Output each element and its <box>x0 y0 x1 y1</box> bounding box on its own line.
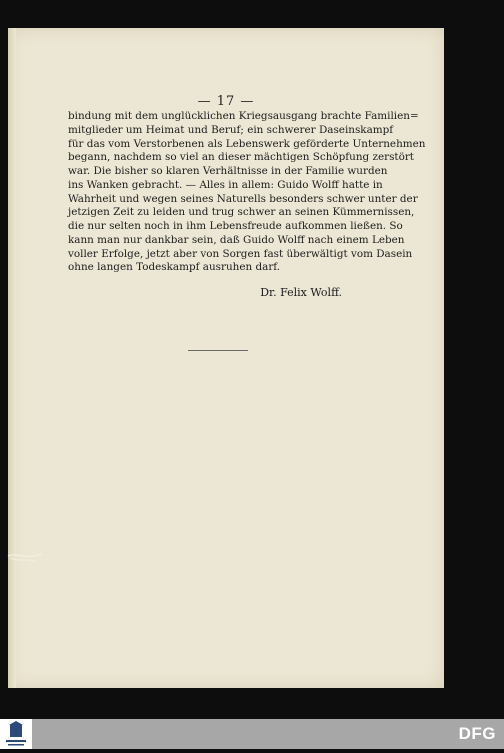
text-line: Wahrheit und wegen seines Naturells besonders schwer unter der <box>68 192 418 205</box>
text-line: bindung mit dem unglücklichen Kriegsausgang brachte Familien= <box>68 110 419 122</box>
library-logo-icon <box>0 719 32 749</box>
body-text <box>68 110 426 275</box>
text-line: begann, nachdem so viel an dieser mächtigen Schöpfung zerstört <box>68 151 414 164</box>
document-page <box>8 28 444 688</box>
text-line: die nur selten noch in ihm Lebensfreude aufkommen ließen. So <box>68 220 403 232</box>
text-line: jetzigen Zeit zu leiden und trug schwer an seinen Kümmernissen, <box>68 206 415 219</box>
text-line: für das vom Verstorbenen als Lebenswerk geförderte Unternehmen <box>68 137 426 150</box>
viewer-footer <box>0 719 504 749</box>
section-divider <box>188 350 248 351</box>
text-line: war. Die bisher so klaren Verhältnisse in der Familie wurden <box>68 165 388 177</box>
text-line: voller Erfolge, jetzt aber von Sorgen fast überwältigt vom Dasein <box>68 247 413 260</box>
text-line: ohne langen Todeskampf ausruhen darf. <box>68 261 281 274</box>
page-number: — 17 — <box>197 94 255 109</box>
dfg-logo[interactable]: DFG <box>458 724 496 743</box>
text-line: mitglieder um Heimat und Beruf; ein schwerer Daseinskampf <box>68 123 394 136</box>
signature: Dr. Felix Wolff. <box>260 286 342 299</box>
library-logo[interactable] <box>0 719 32 749</box>
page-edge <box>8 28 16 688</box>
binding-thread <box>8 546 44 566</box>
text-line: ins Wanken gebracht. — Alles in allem: Guido Wolff hatte in <box>68 178 383 191</box>
text-line: kann man nur dankbar sein, daß Guido Wolff nach einem Leben <box>68 233 405 246</box>
